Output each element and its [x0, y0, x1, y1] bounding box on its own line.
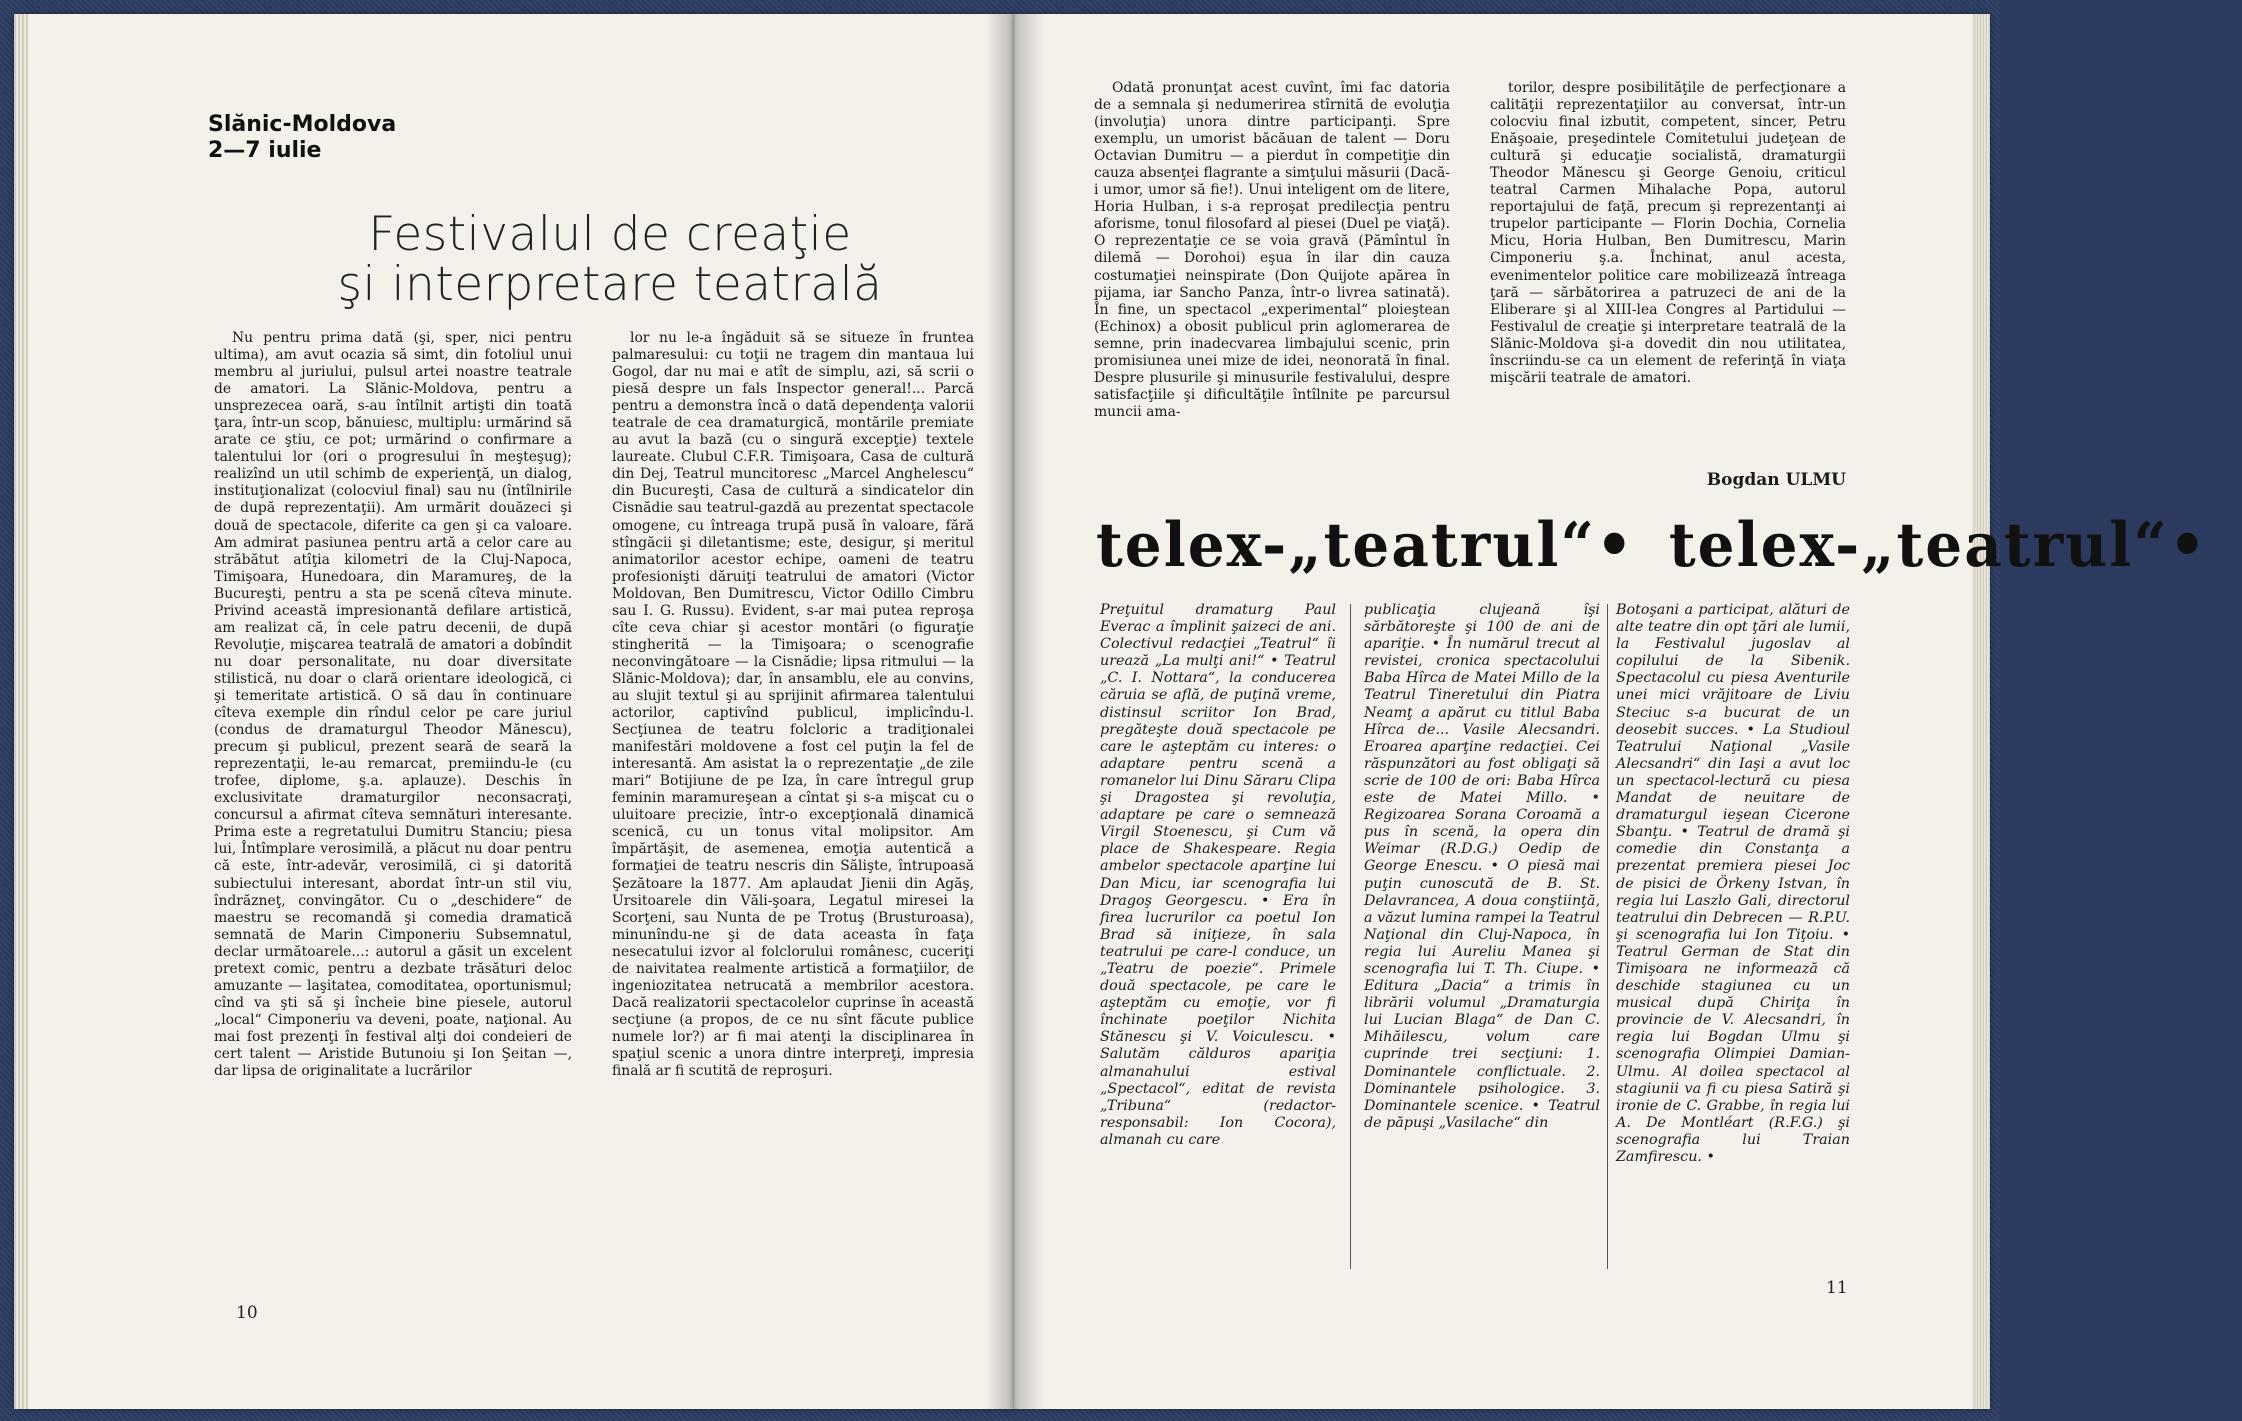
location-name: Slănic-Moldova — [208, 112, 397, 137]
article-column-2 — [612, 330, 974, 1270]
telex-banner-text-1: telex-„teatrul“• — [1096, 509, 1635, 581]
telex-banner-text-2: telex-„teatrul“• — [1668, 509, 2208, 581]
page-number-right: 11 — [1826, 1278, 1848, 1298]
article-author: Bogdan ULMU — [1706, 470, 1846, 490]
telex-column-1: Preţuitul dramaturg Paul Everac a împlinit şaizeci de ani. Colectivul redacţiei „Teatrul“ îi urează „La mulţi ani!“ • Teatrul „C. I. Nottara“, la conducerea căruia se află, de puţină vreme, distinsul scriitor Ion Brad, pregăteşte două spectacole pe care le aşteptăm cu interes: o adaptare pentru scenă a romanelor lui Dinu Săraru Clipa şi Dragostea şi revoluţia, adaptare pe care o semnează Virgil Stoenescu, şi Cum vă place de Shakespeare. Regia ambelor spectacole aparţine lui Dan Micu, iar scenografia lui Dragoş Georgescu. • Era în firea lucrurilor ca poetul Ion Brad să iniţieze, în sala teatrului pe care-l conduce, un „Teatru de poezie“. Primele două spectacole, pe care le aşteptăm cu emoţie, vor fi închinate poeţilor Nichita Stănescu şi V. Voiculescu. • Salutăm călduros apariţia almanahului estival „Spectacol“, editat de revista „Tribuna“ (redactor-responsabil: Ion Cocora), almanah cu care — [1100, 602, 1336, 1148]
column-4-text: torilor, despre posibilităţile de perfecţionare a calităţii reprezentaţiilor au conversat, într-un colocviu final izbutit, competent, sincer, Petru Enăşoaie, preşedintele Comitetului judeţean de cultură şi educaţie socialistă, dramaturgii Theodor Mănescu şi George Genoiu, criticul teatral Carmen Mihalache Popa, autorul reportajului de faţă, precum şi reprezentanţi ai trupelor participante — Florin Dochia, Cornelia Micu, Horia Hulban, Ben Dumitrescu, Marin Cimponeriu ş.a. Închinat, anul acesta, evenimentelor politice care mobilizează întreaga ţară — sărbătorirea a patruzeci de ani de la Eliberare şi al XIII-lea Congres al Partidului — Festivalul de creaţie şi interpretare teatrală de la Slănic-Moldova şi-a dovedit din nou utilitatea, înscriindu-se ca un element de referinţă în viaţa mişcării teatrale de amatori. — [1490, 80, 1846, 386]
article-location — [208, 112, 468, 164]
festival-dates: 2—7 iulie — [208, 138, 322, 163]
telex-column-3: Botoşani a participat, alături de alte teatre din opt ţări ale lumii, la Festivalul jugoslav al copilului de la Sibenik. Spectacolul cu piesa Aventurile unei mici vrăjitoare de Liviu Steciuc s-a bucurat de un deosebit succes. • La Studioul Teatrului Naţional „Vasile Alecsandri“ din Iaşi a avut loc un spectacol-lectură cu piesa Mandat de neuitare de dramaturgul ieşean Cicerone Sbanţu. • Teatrul de dramă şi comedie din Constanţa a prezentat premiera piesei Joc de pisici de Örkeny Istvan, în regia lui Laszlo Gali, directorul teatrului din Debrecen — R.P.U. şi scenografia lui Ion Tiţoiu. • Teatrul German de Stat din Timişoara ne informează că deschide stagiunea cu un musical după Chiriţa în provincie de V. Alecsandri, în regia lui Bogdan Ulmu şi scenografia Olimpiei Damian-Ulmu. Al doilea spectacol al stagiunii va fi cu piesa Satiră şi ironie de C. Grabbe, în regia lui A. De Montléart (R.F.G.) şi scenografia lui Traian Zamfirescu. • — [1616, 602, 1850, 1165]
article-column-3 — [1094, 80, 1450, 495]
column-divider — [1350, 604, 1351, 1269]
title-line-2: şi interpretare teatrală — [337, 257, 883, 312]
article-column-4 — [1490, 80, 1846, 465]
column-divider — [1607, 604, 1608, 1269]
telex-banner — [1096, 508, 2208, 582]
page-edge-right — [1972, 14, 1990, 1409]
column-2-text: lor nu le-a îngăduit să se situeze în fruntea palmaresului: cu toţii ne tragem din mantaua lui Gogol, dar nu mai e atît de simplu, azi, să scrii o piesă despre un fals Inspector general!... Parcă pentru a demonstra încă o dată dependenţa valorii teatrale de cea dramaturgică, montările premiate au avut la bază (cu o singură excepţie) textele laureate. Clubul C.F.R. Timişoara, Casa de cultură din Dej, Teatrul muncitoresc „Marcel Anghelescu“ din Bucureşti, Casa de cultură a sindicatelor din Cisnădie sau teatrul-gazdă au prezentat spectacole omogene, cu întreaga trupă pusă în valoare, fără stîngăcii şi diletantisme; este, desigur, şi meritul animatorilor acestor echipe, oameni de teatru profesionişti dăruiţi teatrului de amatori (Victor Moldovan, Ben Dumitrescu, Victor Odillo Cimbru sau I. G. Russu). Evident, s-ar mai putea reproşa cîte ceva chiar şi acestor montări (o figuraţie stingherită — la Timişoara; o scenografie neconvingătoare — la Cisnădie; lipsa ritmului — la Slănic-Moldova); dar, în ansamblu, ele au convins, au slujit textul şi au sprijinit afirmarea talentului actorilor, captivînd publicul, implicîndu-l. Secţiunea de teatru folcloric a tradiţionalei manifestări moldovene a fost cel puţin la fel de interesantă. Am asistat la o reprezentaţie „de zile mari“ Botijiune de pe Iza, în care întregul grup feminin maramureşean a cîntat şi s-a mişcat cu o uluitoare precizie, într-o excepţională dinamică scenică, cu un tonus vital molipsitor. Am împărtăşit, de asemenea, emoţia autentică a formaţiei de teatru nescris din Sălişte, întrupoasă Şezătoare la 1877. Am aplaudat Jienii din Agăş, Ursitoarele din Văli-şoara, Legatul miresei la Scorţeni, sau Nunta de pe Trotuş (Brusturoasa), minunîndu-ne şi de data aceasta în faţa nesecatului izvor al folclorului românesc, cuceriţi de naivitatea realmente artistică a formaţiilor, de ingeniozitatea netrucată a membrilor acestora. Dacă realizatorii spectacolelor cuprinse în această secţiune (a propos, de ce nu sînt făcute publice numele lor?) ar fi mai atenţi la disciplinarea în spaţiul scenic a unora dintre interpreţi, impresia finală ar fi scutită de reproşuri. — [612, 330, 974, 1080]
article-column-1 — [214, 330, 572, 1270]
column-3-text: Odată pronunţat acest cuvînt, îmi fac datoria de a semnala şi nedumerirea stîrnită de evoluţia (involuţia) unora dintre participanţi. Spre exemplu, un umorist băcăuan de talent — Doru Octavian Dumitru — a pierdut în competiţie din cauza absenţei flagrante a simţului măsurii (Dacă-i umor, umor să fie!). Unui inteligent om de litere, Horia Hulban, i s-a reproşat predilecţia pentru aforisme, tonul filosofard al piesei (Duel pe viaţă). O reprezentaţie ce se voia gravă (Pămîntul în dilemă — Dorohoi) eşua în ilar din cauza costumaţiei neinspirate (Don Quijote apărea în pijama, iar Sancho Panza, într-o livrea satinată). În fine, un spectacol „experimental“ ploieştean (Echinox) a obosit publicul prin aglomerarea de semne, prin inadecvarea limbajului scenic, prin promisiunea unei mize de idei, neonorată în final. Despre plusurile şi minusurile festivalului, despre satisfacţiile şi dificultăţile întîlnite pe parcursul muncii ama- — [1094, 80, 1450, 420]
page-edge-left — [14, 14, 28, 1409]
title-line-1: Festivalul de creaţie — [368, 207, 852, 262]
page-number-left: 10 — [236, 1303, 258, 1323]
article-title — [330, 207, 890, 312]
telex-column-2: publicaţia clujeană îşi sărbătoreşte şi 100 de ani de apariţie. • În numărul trecut al revistei, cronica spectacolului Baba Hîrca de Matei Millo de la Teatrul Tineretului din Piatra Neamţ a apărut cu titlul Baba Hîrca de... Vasile Alecsandri. Eroarea aparţine redacţiei. Cei răspunzători au fost obligaţi să scrie de 100 de ori: Baba Hîrca este de Matei Millo. • Regizoarea Sorana Coroamă a pus în scenă, la opera din Weimar (R.D.G.) Oedip de George Enescu. • O piesă mai puţin cunoscută de B. St. Delavrancea, A doua conştiinţă, a văzut lumina rampei la Teatrul Naţional din Cluj-Napoca, în regia lui Aureliu Manea şi scenografia lui T. Th. Ciupe. • Editura „Dacia“ a trimis în librării volumul „Dramaturgia lui Lucian Blaga“ de Dan C. Mihăilescu, volum care cuprinde trei secţiuni: 1. Dominantele conflictuale. 2. Dominantele psihologice. 3. Dominantele scenice. • Teatrul de păpuşi „Vasilache“ din — [1364, 602, 1600, 1131]
column-1-text: Nu pentru prima dată (şi, sper, nici pentru ultima), am avut ocazia să simt, din fotoliul unui membru al juriului, pulsul artei noastre teatrale de amatori. La Slănic-Moldova, pentru a unsprezecea oară, s-au întîlnit artişti din toată ţara, într-un scop, bănuiesc, multiplu: urmărind să arate ce ştiu, ce pot; urmărind o confirmare a talentului lor (ori o progresului în meşteşug); realizînd un util schimb de experienţă, un dialog, instituţionalizat (colocviul final) sau nu (întîlnirile de după reprezentaţii). Am urmărit douăzeci şi două de spectacole, diferite ca gen şi ca valoare. Am admirat pasiunea pentru artă a celor care au străbătut atîţia kilometri de la Cluj-Napoca, Timişoara, Hunedoara, din Maramureş, de la Bucureşti, pentru a sta pe scenă cîteva minute. Privind această impresionantă defilare artistică, am realizat că, în cele patru decenii, de după Revoluţie, mişcarea teatrală de amatori a dobîndit nu doar personalitate, nu doar diversitate stilistică, nu doar o clară orientare ideologică, ci şi temeritate artistică. O să dau în continuare cîteva exemple din rîndul celor pe care juriul (condus de dramaturgul Theodor Mănescu), precum şi publicul, prezent seară de seară la reprezentaţii, le-au remarcat, premiindu-le (cu trofee, diplome, ş.a. aplauze). Deschis în exclusivitate dramaturgilor neconsacraţi, concursul a afirmat cîteva semnături interesante. Prima este a regretatului Dumitru Stanciu; piesa lui, Întîmplare verosimilă, a plăcut nu doar pentru că este, într-adevăr, verosimilă, ci şi datorită subiectului interesant, abordat într-un stil viu, îndrăzneţ, convingător. Cu o „deschidere“ de maestru se recomandă şi comedia dramatică semnată de Marin Cimponeriu Subsemnatul, declar următoarele...: autorul a găsit un excelent pretext comic, pentru a dezbate trăsături deloc amuzante — laşitatea, comoditatea, oportunismul; cînd va şti să şi încheie bine piesele, autorul „local“ Cimponeriu va deveni, poate, naţional. Au mai fost prezenţi în festival alţi doi condeieri de cert talent — Aristide Butunoiu şi Ion Şeitan —, dar lipsa de originalitate a lucrărilor — [214, 330, 572, 1080]
